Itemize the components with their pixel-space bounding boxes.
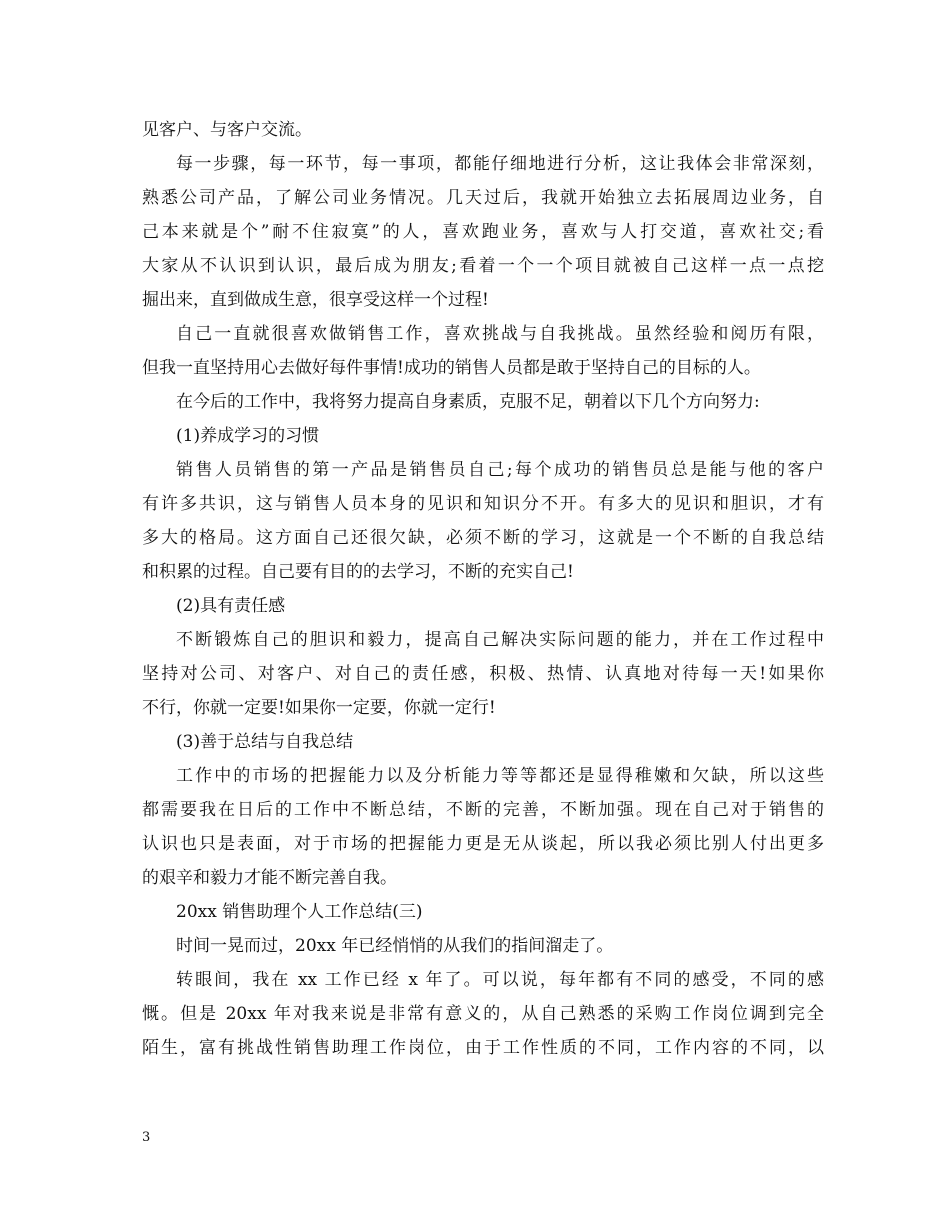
text-line: 工作中的市场的把握能力以及分析能力等等都还是显得稚嫩和欠缺，所以这些	[176, 766, 824, 786]
text-line: 不断锻炼自己的胆识和毅力，提高自己解决实际问题的能力，并在工作过程中	[176, 630, 824, 650]
text-line: 的艰辛和毅力才能不断完善自我。	[142, 868, 397, 888]
text-line: 见客户、与客户交流。	[142, 120, 312, 140]
text-line: 慨。但是 20xx 年对我来说是非常有意义的，从自己熟悉的采购工作岗位调到完全	[142, 1004, 824, 1024]
text-line: 有许多共识，这与销售人员本身的见识和知识分不开。有多大的见识和胆识，才有	[142, 494, 824, 514]
paragraph	[142, 317, 824, 385]
document-body	[142, 113, 824, 1065]
paragraph	[142, 385, 824, 419]
text-line: 己本来就是个”耐不住寂寞”的人，喜欢跑业务，喜欢与人打交道，喜欢社交;看	[142, 222, 824, 242]
text-line: 多大的格局。这方面自己还很欠缺，必须不断的学习，这就是一个不断的自我总结	[142, 528, 824, 548]
paragraph	[142, 929, 824, 963]
text-line: 时间一晃而过，20xx 年已经悄悄的从我们的指间溜走了。	[176, 936, 614, 956]
text-line: 每一步骤，每一环节，每一事项，都能仔细地进行分析，这让我体会非常深刻，	[176, 154, 824, 174]
text-line: (3)善于总结与自我总结	[176, 732, 354, 752]
text-line: 转眼间，我在 xx 工作已经 x 年了。可以说，每年都有不同的感受，不同的感	[176, 970, 824, 990]
text-line: 熟悉公司产品，了解公司业务情况。几天过后，我就开始独立去拓展周边业务，自	[142, 188, 824, 208]
text-line: 和积累的过程。自己要有目的的去学习，不断的充实自己!	[142, 562, 574, 582]
paragraph	[142, 725, 824, 759]
text-line: 在今后的工作中，我将努力提高自身素质，克服不足，朝着以下几个方向努力:	[176, 392, 760, 412]
paragraph	[142, 453, 824, 589]
text-line: 坚持对公司、对客户、对自己的责任感，积极、热情、认真地对待每一天!如果你	[142, 664, 824, 684]
paragraph	[142, 589, 824, 623]
paragraph	[142, 895, 824, 929]
text-line: 销售人员销售的第一产品是销售员自己;每个成功的销售员总是能与他的客户	[176, 460, 824, 480]
text-line: 大家从不认识到认识，最后成为朋友;看着一个一个项目就被自己这样一点一点挖	[142, 256, 824, 276]
text-line: 都需要我在日后的工作中不断总结，不断的完善，不断加强。现在自己对于销售的	[142, 800, 824, 820]
paragraph	[142, 419, 824, 453]
page-number: 3	[142, 1130, 151, 1145]
paragraph	[142, 759, 824, 895]
text-line: (2)具有责任感	[176, 596, 286, 616]
text-line: 20xx 销售助理个人工作总结(三)	[176, 902, 423, 922]
text-line: 陌生，富有挑战性销售助理工作岗位，由于工作性质的不同，工作内容的不同，以	[142, 1038, 824, 1058]
paragraph	[142, 963, 824, 1065]
paragraph	[142, 623, 824, 725]
text-line: 自己一直就很喜欢做销售工作，喜欢挑战与自我挑战。虽然经验和阅历有限，	[176, 324, 824, 344]
text-line: 掘出来，直到做成生意，很享受这样一个过程!	[142, 290, 489, 310]
text-line: 认识也只是表面，对于市场的把握能力更是无从谈起，所以我必须比别人付出更多	[142, 834, 824, 854]
paragraph	[142, 147, 824, 317]
text-line: (1)养成学习的习惯	[176, 426, 320, 446]
text-line: 但我一直坚持用心去做好每件事情!成功的销售人员都是敢于坚持自己的目标的人。	[142, 358, 761, 378]
text-line: 不行，你就一定要!如果你一定要，你就一定行!	[142, 698, 496, 718]
paragraph	[142, 113, 824, 147]
